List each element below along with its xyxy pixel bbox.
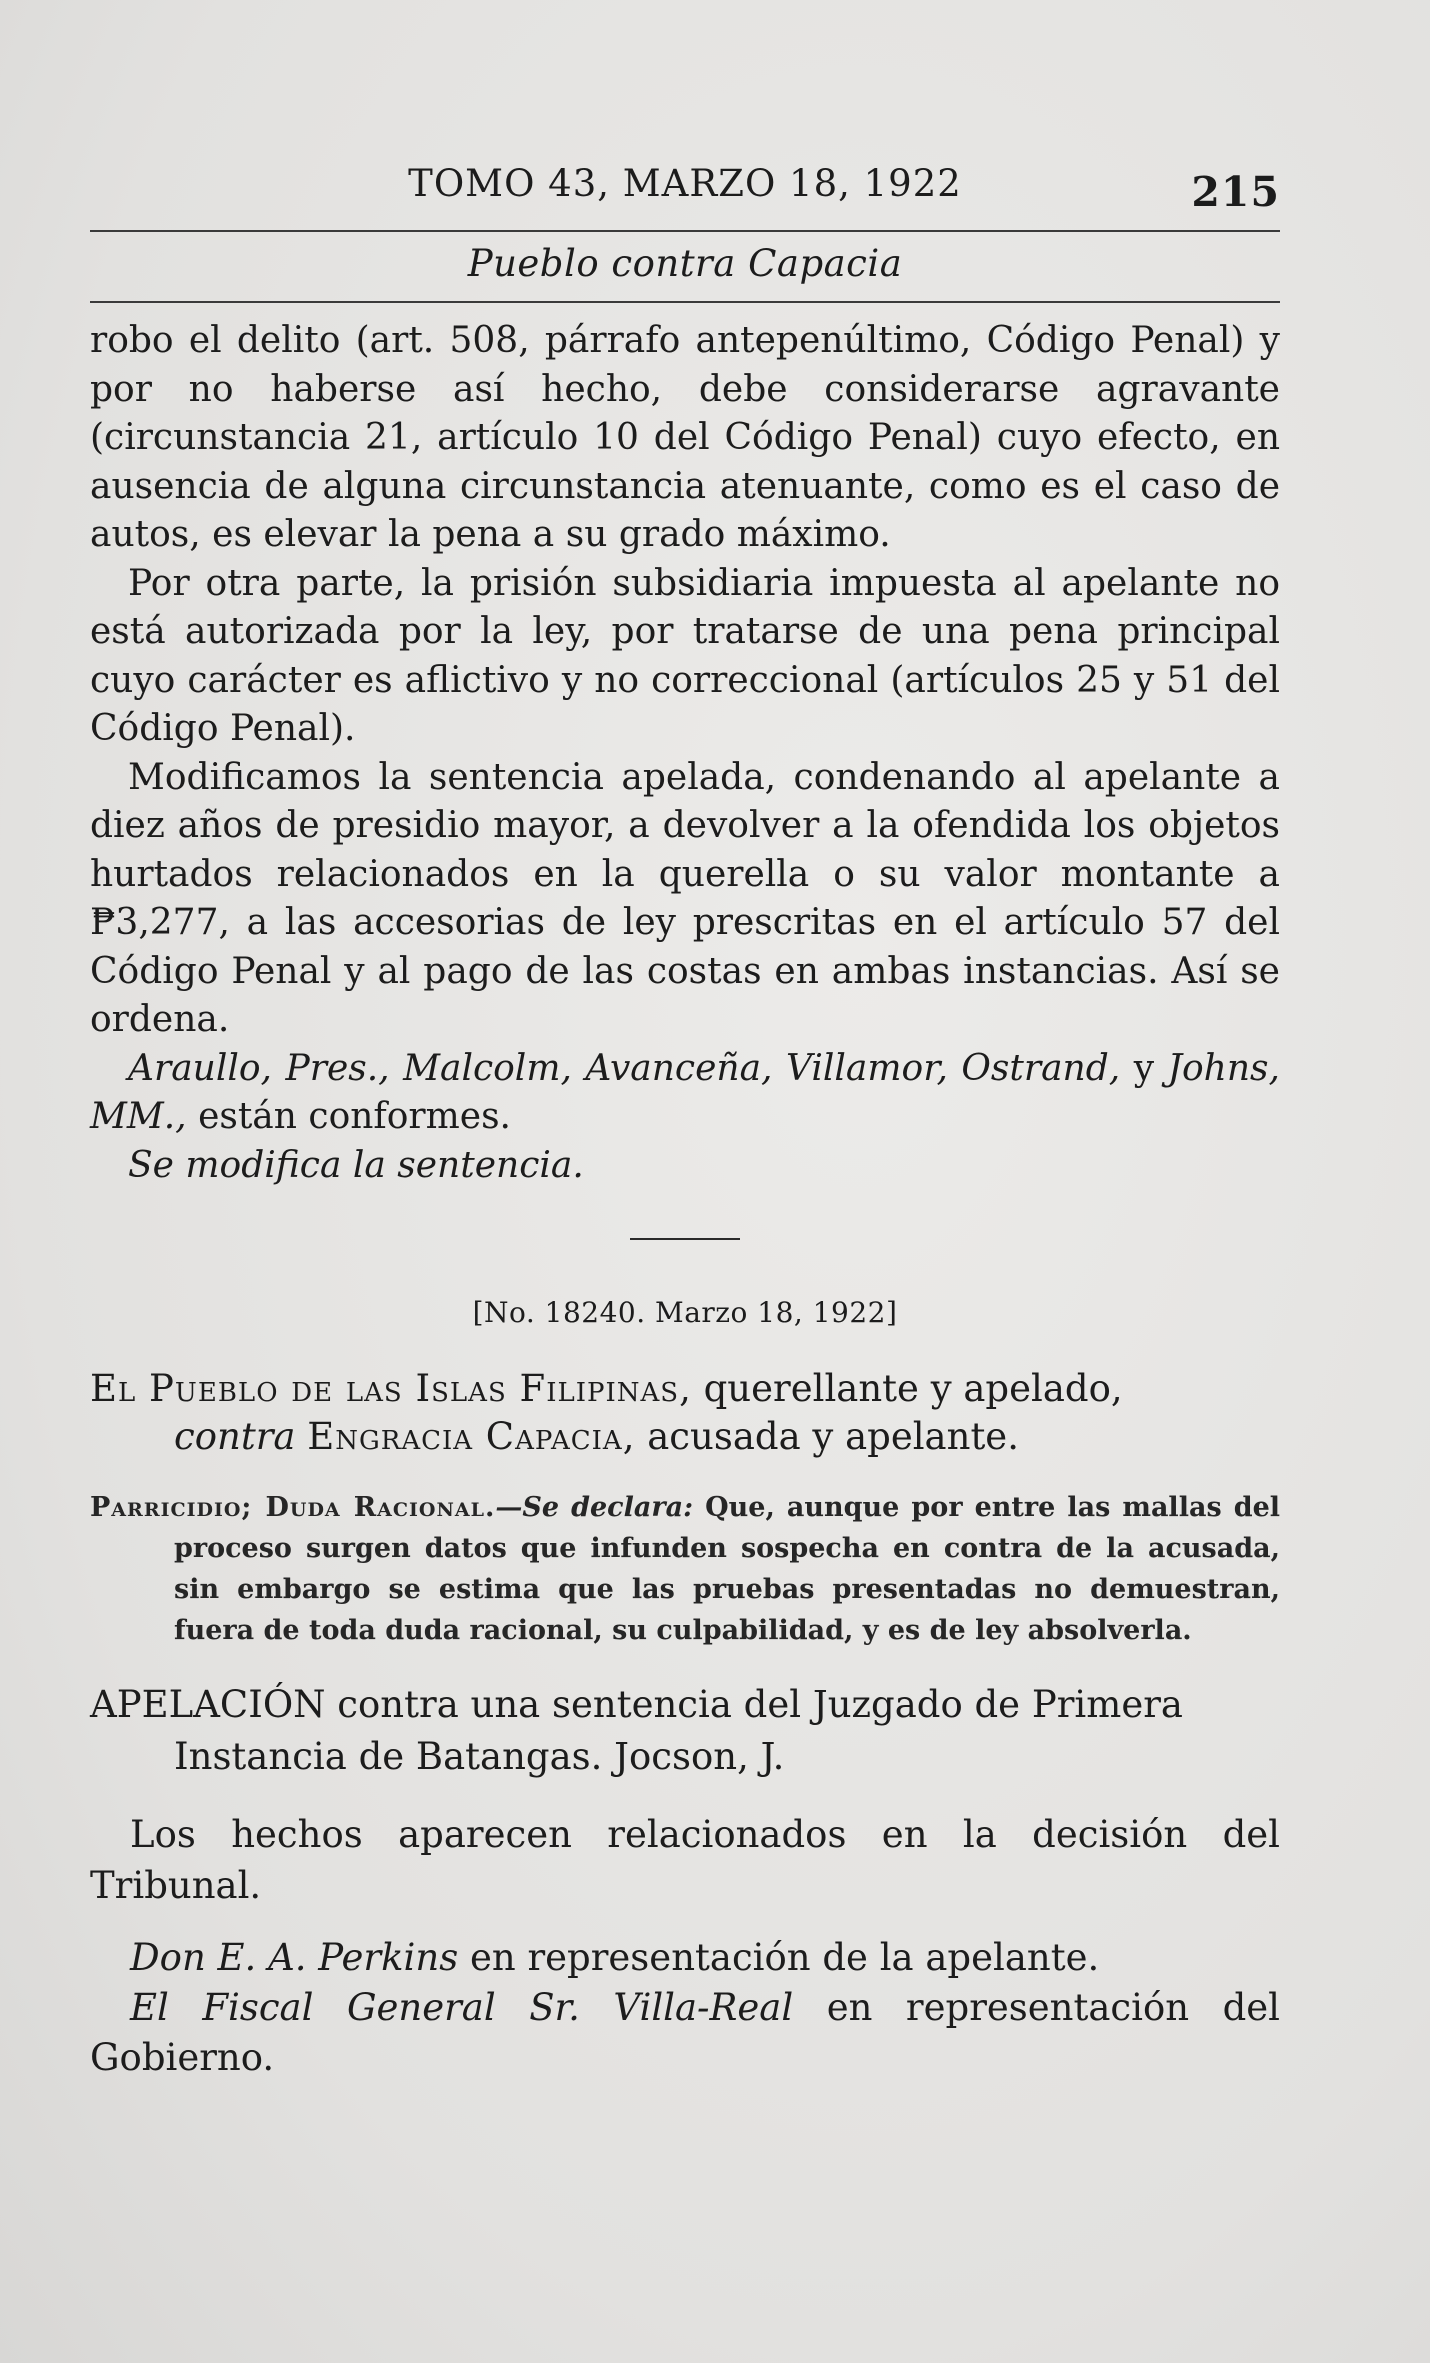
parties-line-1 [90,1365,1280,1413]
case-running-title: Pueblo contra Capacia [467,242,903,285]
concurring-justices: Araullo, Pres., Malcolm, Avanceña, Villamor, Ostrand, [128,1047,1121,1089]
page-number: 215 [1191,168,1280,216]
book-page [90,150,1280,2083]
docket-number: [No. 18240. Marzo 18, 1922] [472,1296,898,1329]
appeal-line-2: Instancia de Batangas. Jocson, J. [174,1735,785,1778]
volume-date-title: TOMO 43, MARZO 18, 1922 [408,162,962,205]
concurrence [90,1045,1280,1142]
facts-statement: Los hechos aparecen relacionados en la decisión del Tribunal. [90,1813,1280,1907]
defendant-role: acusada y apelante. [647,1415,1019,1458]
counsel-government-name: El Fiscal General Sr. Villa-Real [130,1986,794,2029]
concurrence-and: y [1133,1047,1155,1089]
paragraph-subsidiary-prison: Por otra parte, la prisión subsidiaria impuesta al apelante no está autorizada por la ley, por tratarse de una pena principal cuyo carácter es aflictivo y no correccional (artículos 25 y 51 del Código Penal). [90,562,1280,749]
case-separator-rule [630,1238,740,1240]
concurring-justices-cont: Johns, MM., [90,1047,1280,1137]
plaintiff-name: El Pueblo de las Islas Filipinas, [90,1367,692,1410]
counsel-appellant [90,1933,1280,1983]
syllabus [90,1487,1280,1651]
paragraph-continuation: robo el delito (art. 508, párrafo antepenúltimo, Código Penal) y por no haberse así hecho, debe considerarse agravante (circunstancia 21, artículo 10 del Código Penal) cuyo efecto, en ausencia de alguna circunstancia atenuante, como es el caso de autos, es elevar la pena a su grado máximo. [90,320,1280,555]
syllabus-declara: —Se declara: [495,1492,694,1523]
running-header [90,150,1280,216]
counsel-appellant-name: Don E. A. Perkins [130,1936,459,1979]
previous-case-text [90,317,1280,1190]
counsel-government [90,1983,1280,2083]
concurrence-text: están conformes. [198,1096,511,1137]
appeal-statement [90,1679,1280,1783]
case-parties [90,1365,1280,1461]
counsel-government-role: en representación del Gobierno. [90,1986,1280,2079]
parties-line-2 [90,1413,1280,1461]
counsel-appearances [90,1933,1280,2083]
counsel-appellant-role: en representación de la apelante. [469,1936,1100,1979]
plaintiff-role: querellante y apelado, [703,1367,1123,1410]
disposition: Se modifica la sentencia. [128,1144,584,1186]
syllabus-heading: Parricidio; Duda Racional. [90,1492,496,1523]
paragraph-judgment: Modificamos la sentencia apelada, condenando al apelante a diez años de presidio mayor, a devolver a la ofendida los objetos hurtados relacionados en la querella o su valor montante a ₱3,277, a las accesorias de ley prescritas en el artículo 57 del Código Penal y al pago de las costas en ambas instancias. Así se ordena. [90,756,1280,1040]
appeal-line-1: APELACIÓN contra una sentencia del Juzgado de Primera [90,1683,1183,1726]
contra-word: contra [174,1415,296,1458]
syllabus-text: Que, aunque por entre las mallas del proceso surgen datos que infunden sospecha en contra de la acusada, sin embargo se estima que las pruebas presentadas no demuestran, fuera de toda duda racional, su culpabilidad, y es de ley absolverla. [174,1492,1281,1646]
header-rule-bottom [90,301,1280,303]
defendant-name: Engracia Capacia, [307,1415,636,1458]
